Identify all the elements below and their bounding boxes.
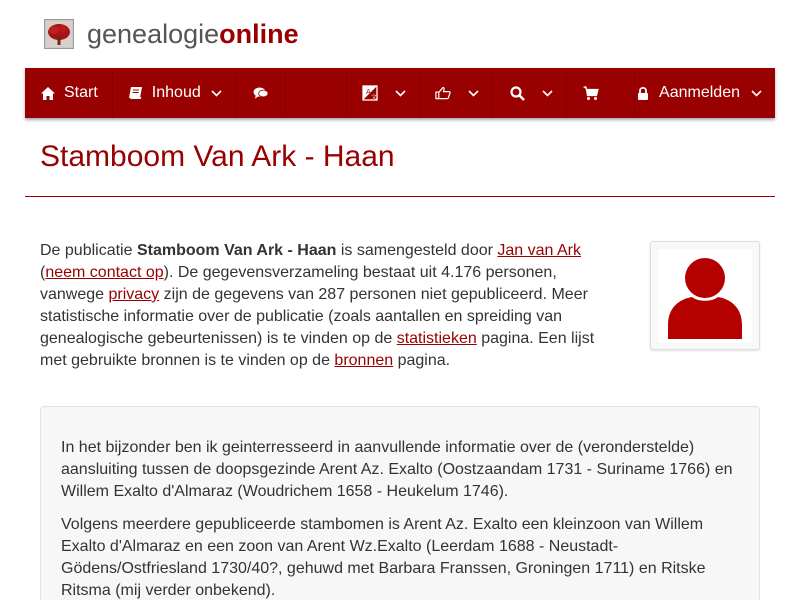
lock-icon (635, 85, 651, 101)
author-avatar[interactable] (650, 241, 760, 350)
book-icon (128, 85, 144, 101)
chevron-down-icon (541, 87, 553, 99)
chevron-down-icon (467, 87, 479, 99)
nav-shop[interactable] (567, 68, 635, 118)
svg-text:文: 文 (371, 94, 378, 101)
nav-login-label: Aanmelden (659, 84, 740, 101)
intro-text: De publicatie (40, 242, 137, 259)
intro-text: is samengesteld door (336, 242, 498, 259)
privacy-link[interactable]: privacy (108, 286, 160, 303)
comments-icon (253, 85, 269, 101)
nav-inhoud[interactable] (113, 68, 237, 118)
intro-text: pagina. (393, 352, 451, 369)
avatar-image (658, 249, 752, 343)
description-panel (40, 406, 760, 600)
nav-recommend[interactable] (420, 68, 493, 118)
user-icon (658, 249, 752, 343)
statistics-link[interactable]: statistieken (396, 330, 477, 347)
home-icon (40, 85, 56, 101)
nav-start[interactable] (25, 68, 113, 118)
language-icon (362, 85, 378, 101)
chevron-down-icon (394, 87, 406, 99)
thumbs-up-icon (435, 85, 451, 101)
description-paragraph-2: Volgens meerdere gepubliceerde stambomen is Arent Az. Exalto een kleinzoon van Willem Exalto d'Almaraz en een zoon van Arent Wz.Exalto (Leerdam 1688 - Neustadt-Gödens/Ostfriesland 1730/40?, gehuwd met Barbara Franssen, Groningen 1711) en Ritske Ritsma (mij verder onbekend). (61, 516, 706, 599)
description-paragraph-1: In het bijzonder ben ik geinterresseerd in aanvullende informatie over de (veronderstelde) aansluiting tussen de doopsgezinde Arent Az. Exalto (Oostzaandam 1731 - Suriname 1766) en Willem Exalto d'Almaraz (Woudrichem 1658 - Heukelum 1746). (61, 439, 733, 500)
intro-text: zijn de gegevens van 287 personen niet gepubliceerd. Meer statistische informatie over de publicatie (zoals aantallen en spreiding van genealogische gebeurtenissen) is te vinden op de (40, 286, 588, 347)
intro-paragraph (40, 240, 612, 372)
tree-icon (44, 19, 74, 49)
chevron-down-icon (750, 87, 762, 99)
logo-text-genealogie: genealogie (87, 19, 220, 49)
nav-start-label: Start (64, 84, 98, 101)
site-logo[interactable] (44, 18, 299, 50)
chevron-down-icon (211, 87, 223, 99)
nav-login[interactable] (635, 68, 775, 118)
intro-text: pagina. Een lijst met gebruikte bronnen is te vinden op de (40, 330, 595, 369)
publication-name: Stamboom Van Ark - Haan (136, 242, 337, 259)
search-icon (509, 85, 525, 101)
nav-inhoud-label: Inhoud (151, 84, 201, 101)
nav-spacer (286, 68, 347, 118)
author-link[interactable]: Jan van Ark (497, 242, 581, 259)
logo-text-online: online (219, 19, 299, 49)
title-divider (25, 196, 775, 197)
main-navbar (25, 68, 775, 118)
nav-forum[interactable] (237, 68, 286, 118)
sources-link[interactable]: bronnen (334, 352, 394, 369)
nav-language[interactable] (347, 68, 420, 118)
nav-search[interactable] (493, 68, 567, 118)
svg-text:A: A (366, 88, 371, 96)
contact-link[interactable]: neem contact op (45, 264, 164, 281)
page-title: Stamboom Van Ark - Haan (40, 140, 395, 173)
intro-text: ). De gegevensverzameling bestaat uit 4.176 personen, vanwege (40, 264, 557, 303)
intro-text: ( (40, 264, 46, 281)
logo-wordmark (87, 18, 299, 50)
cart-icon (583, 85, 599, 101)
